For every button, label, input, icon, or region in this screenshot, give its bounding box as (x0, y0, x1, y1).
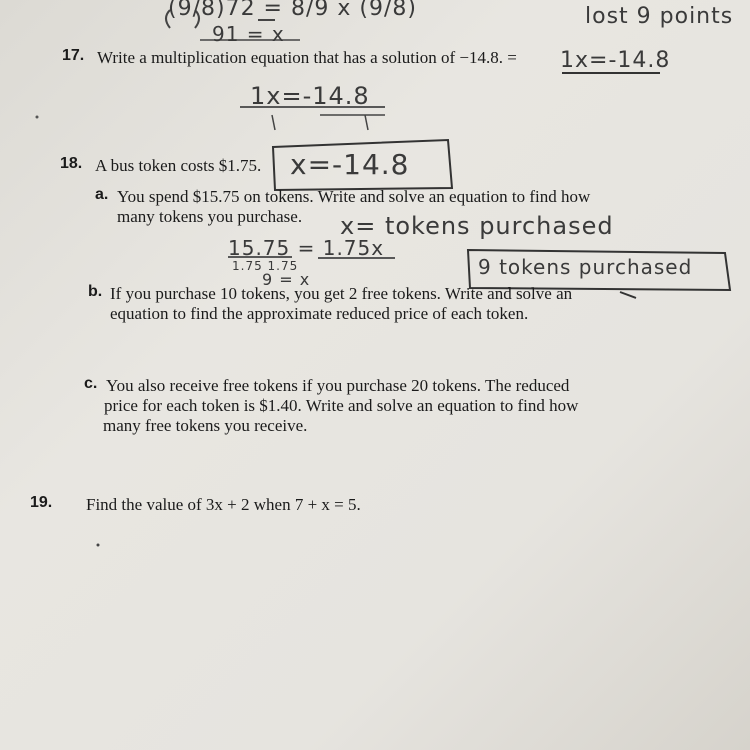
q18c-line3: many free tokens you receive. (103, 416, 308, 435)
q18a-answer-box: 9 tokens purchased (478, 255, 693, 279)
q18-number: 18. (60, 155, 83, 172)
q18b-line1: If you purchase 10 tokens, you get 2 free tokens. Write and solve an (110, 284, 573, 303)
q19-number: 19. (30, 494, 53, 511)
q18c-line2: price for each token is $1.40. Write and solve an equation to find how (104, 396, 579, 415)
q18a-variable: x= tokens purchased (340, 212, 614, 240)
q17-text: Write a multiplication equation that has a solution of −14.8. = (97, 48, 517, 67)
q18a-result: 9 = x (262, 270, 311, 289)
q18a-line2: many tokens you purchase. (117, 207, 303, 226)
top-work-line: (9/8)72 = 8/9 x (9/8) (168, 0, 417, 21)
q18a-equation: 15.75 = 1.75x (228, 236, 385, 260)
q18c-label: c. (84, 375, 98, 392)
q19-text: Find the value of 3x + 2 when 7 + x = 5. (86, 495, 361, 514)
lost-points-note: lost 9 points (585, 4, 734, 29)
q18c-line1: You also receive free tokens if you purchase 20 tokens. The reduced (106, 376, 570, 395)
q18a-label: a. (95, 186, 109, 203)
top-work-under: 91 = x (212, 22, 285, 46)
q18-answer: x=-14.8 (290, 148, 410, 181)
q18-text: A bus token costs $1.75. (95, 156, 262, 175)
q17-number: 17. (62, 47, 85, 64)
q18b-label: b. (88, 283, 103, 300)
q17-work: 1x=-14.8 (250, 82, 370, 110)
q18b-line2: equation to find the approximate reduced price of each token. (110, 304, 529, 323)
q17-answer: 1x=-14.8 (560, 48, 671, 73)
q18a-divide: 1.75 1.75 (232, 259, 299, 273)
q18a-line1: You spend $15.75 on tokens. Write and solve an equation to find how (117, 187, 591, 206)
